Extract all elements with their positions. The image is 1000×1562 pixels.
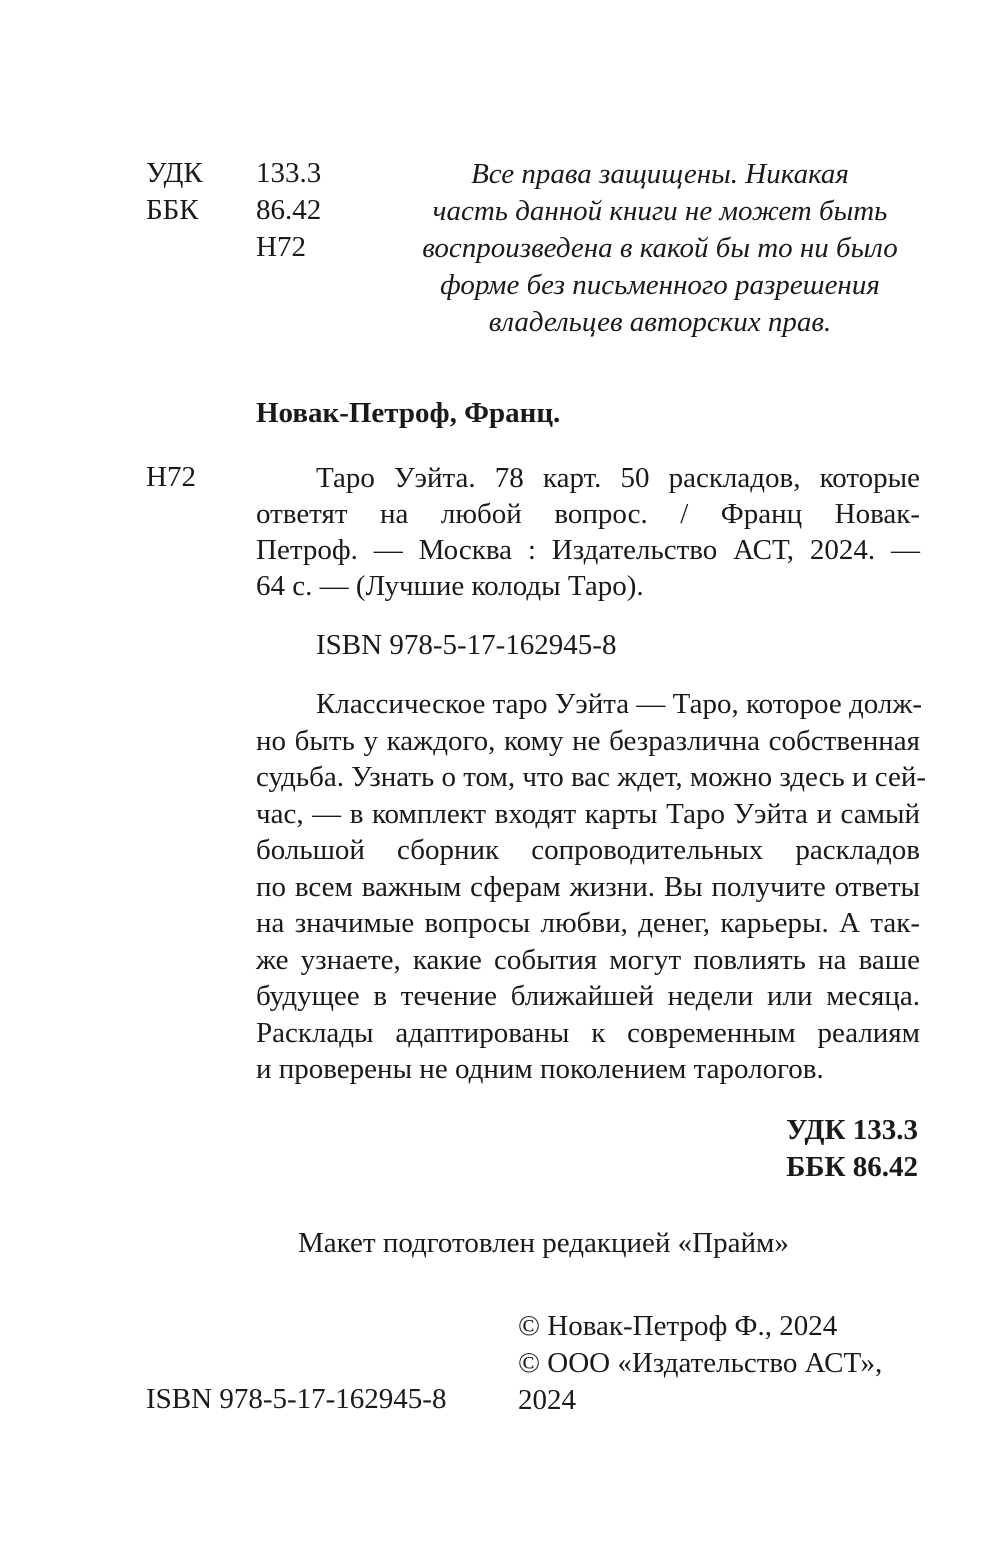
copyright-block <box>518 1308 928 1419</box>
annotation-line: большой сборник сопроводительных раскладов <box>256 834 920 866</box>
copyright-line: © Новак-Петроф Ф., 2024 <box>518 1310 838 1342</box>
copyright-line: © ООО «Издательство АСТ», <box>518 1347 883 1379</box>
rights-line: форме без письменного разрешения <box>440 269 880 301</box>
annotation-line: и проверены не одним поколением тарологов. <box>256 1053 824 1085</box>
classification-code: 86.42 <box>256 194 322 226</box>
rights-notice <box>400 156 920 341</box>
bibliographic-entry <box>256 460 920 604</box>
annotation-line: час, — в комплект входят карты Таро Уэйта и самый <box>256 797 920 830</box>
annotation-paragraph <box>256 686 927 1088</box>
rights-line: владельцев авторских прав. <box>488 306 832 338</box>
classification-code: Н72 <box>256 231 306 263</box>
annotation-line: же узнаете, какие события могут повлиять на ваше <box>256 943 920 976</box>
bibliographic-line: ответят на любой вопрос. / Франц Новак- <box>256 498 920 530</box>
bibliographic-line: 64 с. — (Лучшие колоды Таро). <box>256 570 644 602</box>
author-cipher: Н72 <box>146 461 196 493</box>
annotation-line: Классическое таро Уэйта — Таро, которое долж- <box>316 688 923 720</box>
isbn-line: ISBN 978-5-17-162945-8 <box>316 629 617 661</box>
rights-line: часть данной книги не может быть <box>432 195 888 227</box>
annotation-line: на значимые вопросы любви, денег, карьеры. А так- <box>256 907 920 939</box>
layout-credit: Макет подготовлен редакцией «Прайм» <box>298 1227 789 1259</box>
annotation-line: Расклады адаптированы к современным реалиям <box>256 1016 920 1049</box>
bibliographic-line: Таро Уэйта. 78 карт. 50 раскладов, которые <box>316 462 920 494</box>
rights-line: Все права защищены. Никакая <box>471 158 849 190</box>
classification-summary <box>786 1112 918 1186</box>
annotation-line: по всем важным сферам жизни. Вы получите ответы <box>256 870 920 903</box>
isbn-bottom: ISBN 978-5-17-162945-8 <box>146 1383 447 1415</box>
annotation-line: но быть у каждого, кому не безразлична собственная <box>256 724 920 757</box>
classification-label: УДК <box>146 157 203 189</box>
bbk-code: ББК 86.42 <box>786 1151 918 1183</box>
annotation-line: судьба. Узнать о том, что вас ждет, можно здесь и сей- <box>256 761 927 793</box>
author-heading: Новак-Петроф, Франц. <box>256 397 561 429</box>
classification-code: 133.3 <box>256 157 322 189</box>
copyright-line: 2024 <box>518 1384 576 1416</box>
rights-line: воспроизведена в какой бы то ни было <box>422 232 898 264</box>
udk-code: УДК 133.3 <box>786 1114 918 1146</box>
annotation-line: будущее в течение ближайшей недели или месяца. <box>256 980 920 1012</box>
classification-label: ББК <box>146 194 199 226</box>
bibliographic-line: Петроф. — Москва : Издательство АСТ, 2024. — <box>256 534 920 566</box>
